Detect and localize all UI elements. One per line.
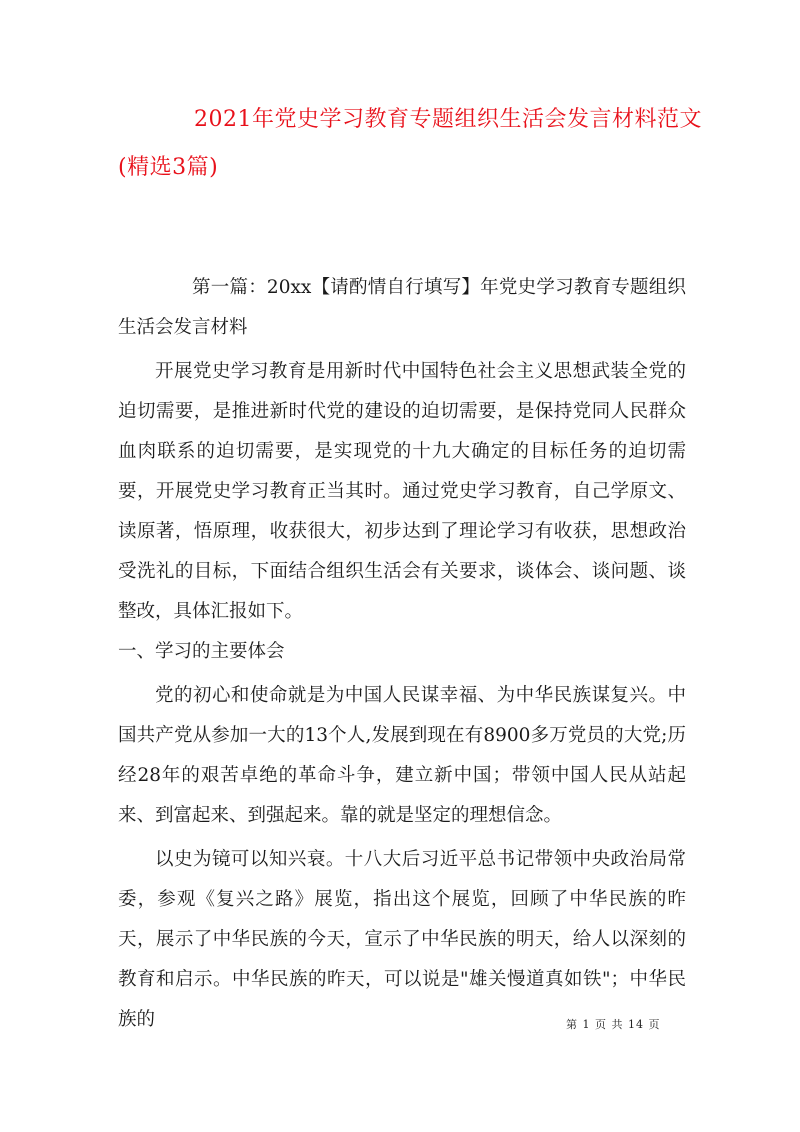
title-line-2: (精选3篇) xyxy=(118,155,219,180)
page-number-footer: 第 1 页 共 14 页 xyxy=(566,1018,661,1031)
document-body xyxy=(118,268,686,1040)
paragraph: 党的初心和使命就是为中国人民谋幸福、为中华民族谋复兴。中国共产党从参加一大的13个人,发展到现在有8900多万党员的大党;历经28年的艰苦卓绝的革命斗争，建立新中国；带领中国人民从站起来、到富起来、到强起来。靠的就是坚定的理想信念。 xyxy=(118,685,686,826)
title-line-1: 2021年党史学习教育专题组织生活会发言材料范文 xyxy=(194,107,702,132)
document-title xyxy=(118,96,702,192)
paragraph: 以史为镜可以知兴衰。十八大后习近平总书记带领中央政治局常委，参观《复兴之路》展览，指出这个展览，回顾了中华民族的昨天，展示了中华民族的今天，宣示了中华民族的明天，给人以深刻的教育和启示。中华民族的昨天，可以说是"雄关慢道真如铁"；中华民族的 xyxy=(118,849,686,1030)
section-subtitle: 第一篇：20xx【请酌情自行填写】年党史学习教育专题组织生活会发言材料 xyxy=(118,277,686,338)
paragraph: 开展党史学习教育是用新时代中国特色社会主义思想武装全党的迫切需要，是推进新时代党的建设的迫切需要，是保持党同人民群众血肉联系的迫切需要，是实现党的十九大确定的目标任务的迫切需要，开展党史学习教育正当其时。通过党史学习教育，自己学原文、读原著，悟原理，收获很大，初步达到了理论学习有收获，思想政治受洗礼的目标，下面结合组织生活会有关要求，谈体会、谈问题、谈整改，具体汇报如下。 xyxy=(118,361,686,622)
section-heading: 一、学习的主要体会 xyxy=(118,641,285,662)
